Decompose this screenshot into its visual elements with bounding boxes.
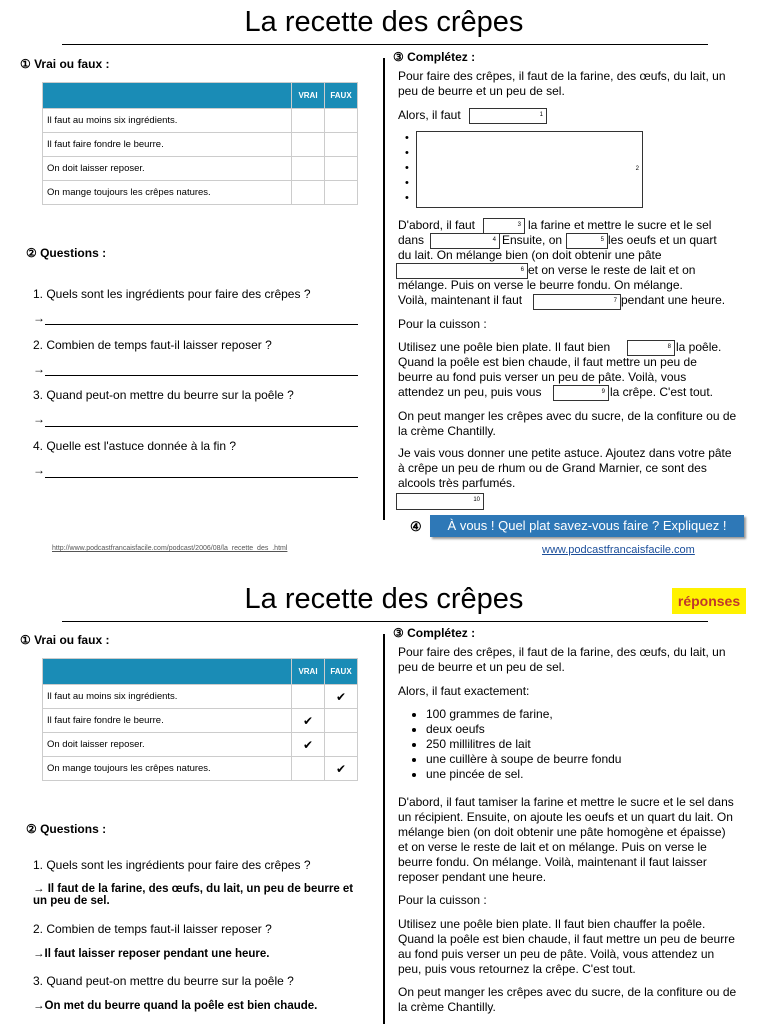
blank-6[interactable]: 6 <box>396 263 528 279</box>
column-divider <box>383 58 385 520</box>
answer-arrow: → <box>33 412 45 426</box>
question-2: 2. Combien de temps faut-il laisser reposer ? <box>33 338 272 352</box>
blank-4[interactable]: 4 <box>430 233 500 249</box>
question-2: 2. Combien de temps faut-il laisser reposer ? <box>33 922 272 936</box>
answers-title: La recette des crêpes <box>244 583 524 615</box>
checkbox-vrai[interactable] <box>292 157 325 181</box>
answer-line-4[interactable] <box>45 477 358 478</box>
answer-arrow: → <box>33 311 45 325</box>
paragraph-cuisson-text: Utilisez une poêle bien plate. Il faut bien chauffer la poêle. Quand la poêle est bien chaude, il faut mettre un peu de beurre au fond puis verser un peu de pâte. Voilà, vous attendez un peu, puis vous retournez la crêpe. C'est tout. <box>398 917 735 976</box>
column-divider <box>383 634 385 1024</box>
blank-5[interactable]: 5 <box>566 233 608 249</box>
checkbox-vrai[interactable] <box>292 109 325 133</box>
blank-8[interactable]: 8 <box>627 340 675 356</box>
check-mark <box>292 685 325 709</box>
bullet-list: • • • • • <box>405 132 409 204</box>
answer-line-3[interactable] <box>45 426 358 427</box>
table-row: Il faut au moins six ingrédients. ✔ <box>43 685 358 709</box>
answer-line-2[interactable] <box>45 375 358 376</box>
paragraph-intro: Pour faire des crêpes, il faut de la farine, des œufs, du lait, un peu de beurre et un peu de sel. <box>398 69 726 98</box>
paragraph-astuce: Je vais vous donner une petite astuce. Ajoutez dans votre pâte à crêpe un peu de rhum ou de Grand Marnier, ce sont des alcools très parfumés. <box>398 446 732 490</box>
ingredients-list <box>400 707 621 782</box>
paragraph-alors: Alors, il faut <box>398 108 461 122</box>
table-row: Il faut faire fondre le beurre. <box>43 133 358 157</box>
vrai-faux-answers-table: VRAI FAUX Il faut au moins six ingrédients. ✔ Il faut faire fondre le beurre. ✔ On doit laisser reposer. ✔ On mange toujours les crêpes natures. ✔ <box>42 658 358 781</box>
answer-arrow: → <box>33 463 45 477</box>
table-row: On doit laisser reposer. <box>43 157 358 181</box>
list-item: • une pincée de sel. <box>426 767 621 782</box>
a-vous-banner: À vous ! Quel plat savez-vous faire ? Expliquez ! <box>430 515 744 537</box>
checkbox-faux[interactable] <box>325 109 358 133</box>
table-row: On mange toujours les crêpes natures. <box>43 181 358 205</box>
paragraph-cuisson: Pour la cuisson : <box>398 893 487 907</box>
check-mark: ✔ <box>292 709 325 733</box>
checkbox-faux[interactable] <box>325 181 358 205</box>
list-item: • une cuillère à soupe de beurre fondu <box>426 752 621 767</box>
question-4: 4. Quelle est l'astuce donnée à la fin ? <box>33 439 237 453</box>
section-vrai-faux-heading: ① Vrai ou faux : <box>20 57 110 71</box>
table-row: On doit laisser reposer. ✔ <box>43 733 358 757</box>
col-faux: FAUX <box>325 83 358 109</box>
section-questions-heading: ② Questions : <box>26 822 107 836</box>
check-mark <box>325 709 358 733</box>
question-1: 1. Quels sont les ingrédients pour faire des crêpes ? <box>33 287 311 301</box>
blank-3[interactable]: 3 <box>483 218 525 234</box>
answer-line-1[interactable] <box>45 324 358 325</box>
answer-2: →Il faut laisser reposer pendant une heure. <box>33 948 270 960</box>
title-rule <box>62 44 708 45</box>
vrai-faux-table <box>42 82 358 205</box>
website-link[interactable]: www.podcastfrancaisfacile.com <box>542 544 695 556</box>
reponses-badge: réponses <box>672 588 746 614</box>
section-4-number: ④ <box>410 519 422 534</box>
section-questions-heading: ② Questions : <box>26 246 107 260</box>
check-mark: ✔ <box>325 685 358 709</box>
blank-1[interactable]: 1 <box>469 108 547 124</box>
list-item: • deux oeufs <box>426 722 621 737</box>
paragraph-preparation: D'abord, il faut tamiser la farine et mettre le sucre et le sel dans un récipient. Ensuite, on ajoute les oeufs et un quart du lait. On mélange bien (on doit obtenir une pâte homogène et épaisse) et on verse le reste de lait et on mélange. Puis on verse le beurre fondu. On mélange. Voilà, maintenant il faut laisser reposer pendant une heure. <box>398 795 734 884</box>
paragraph-manger: On peut manger les crêpes avec du sucre, de la confiture ou de la crème Chantilly. <box>398 409 737 438</box>
check-mark <box>292 757 325 781</box>
source-url[interactable]: http://www.podcastfrancaisfacile.com/podcast/2006/08/la_recette_des_.html <box>52 545 288 552</box>
list-item: • 250 millilitres de lait <box>426 737 621 752</box>
answer-3: →On met du beurre quand la poêle est bien chaude. <box>33 1000 318 1012</box>
section-completez-heading: ③ Complétez : <box>393 626 476 640</box>
check-mark: ✔ <box>292 733 325 757</box>
checkbox-vrai[interactable] <box>292 133 325 157</box>
question-3: 3. Quand peut-on mettre du beurre sur la poêle ? <box>33 388 294 402</box>
title-rule <box>62 621 708 622</box>
check-mark: ✔ <box>325 757 358 781</box>
checkbox-vrai[interactable] <box>292 181 325 205</box>
answer-1: → Il faut de la farine, des œufs, du lait, un peu de beurre et un peu de sel. <box>33 883 354 907</box>
table-row: Il faut faire fondre le beurre. ✔ <box>43 709 358 733</box>
paragraph-manger: On peut manger les crêpes avec du sucre, de la confiture ou de la crème Chantilly. <box>398 985 737 1014</box>
answer-arrow: → <box>33 362 45 376</box>
col-vrai: VRAI <box>292 83 325 109</box>
table-row: Il faut au moins six ingrédients. <box>43 109 358 133</box>
blank-10[interactable]: 10 <box>396 493 484 510</box>
blank-9[interactable]: 9 <box>553 385 609 401</box>
worksheet-title: La recette des crêpes <box>244 6 524 38</box>
blank-7[interactable]: 7 <box>533 294 621 310</box>
list-item: • 100 grammes de farine, <box>426 707 621 722</box>
question-1: 1. Quels sont les ingrédients pour faire des crêpes ? <box>33 858 311 872</box>
paragraph-cuisson: Pour la cuisson : <box>398 317 487 331</box>
blank-2[interactable]: 2 <box>416 131 643 208</box>
checkbox-faux[interactable] <box>325 133 358 157</box>
check-mark <box>325 733 358 757</box>
question-3: 3. Quand peut-on mettre du beurre sur la poêle ? <box>33 974 294 988</box>
table-row: On mange toujours les crêpes natures. ✔ <box>43 757 358 781</box>
checkbox-faux[interactable] <box>325 157 358 181</box>
section-completez-heading: ③ Complétez : <box>393 50 476 64</box>
section-vrai-faux-heading: ① Vrai ou faux : <box>20 633 110 647</box>
